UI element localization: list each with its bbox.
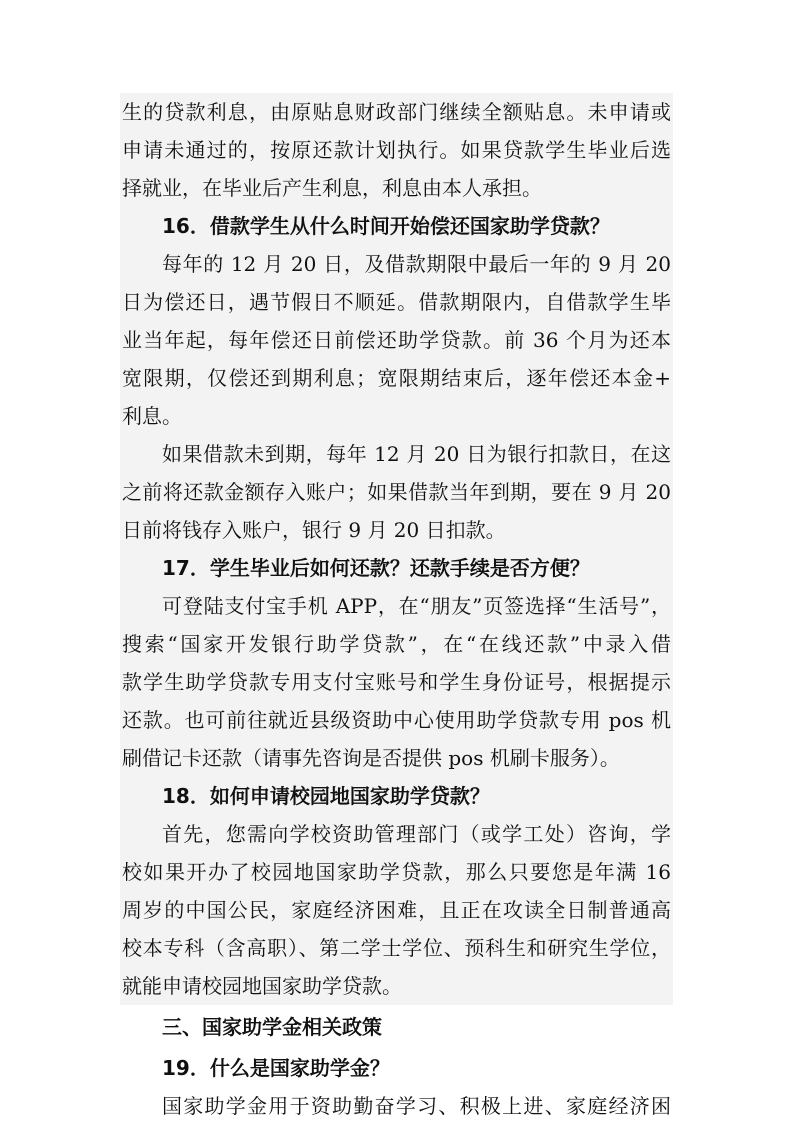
question-17-heading: 17．学生毕业后如何还款？还款手续是否方便？ xyxy=(120,549,673,587)
text-line: 宽限期，仅偿还到期利息；宽限期结束后，逐年偿还本金+ xyxy=(120,359,673,397)
text-line: 如果借款未到期，每年 12 月 20 日为银行扣款日，在这 xyxy=(120,435,673,473)
question-16-heading: 16．借款学生从什么时间开始偿还国家助学贷款？ xyxy=(120,207,673,245)
text-line: 刷借记卡还款（请事先咨询是否提供 pos 机刷卡服务）。 xyxy=(120,739,673,777)
text-line: 校如果开办了校园地国家助学贷款，那么只要您是年满 16 xyxy=(120,853,673,891)
text-line: 日前将钱存入账户，银行 9 月 20 日扣款。 xyxy=(120,511,673,549)
text-line: 可登陆支付宝手机 APP，在“朋友”页签选择“生活号”， xyxy=(120,587,673,625)
text-line: 周岁的中国公民，家庭经济困难，且正在攻读全日制普通高 xyxy=(120,891,673,929)
text-line: 申请未通过的，按原还款计划执行。如果贷款学生毕业后选 xyxy=(120,131,673,169)
text-line: 国家助学金用于资助勤奋学习、积极上进、家庭经济困 xyxy=(162,1094,671,1118)
question-18-heading: 18．如何申请校园地国家助学贷款？ xyxy=(120,777,673,815)
text-line: 利息。 xyxy=(120,397,673,435)
text-line: 生的贷款利息，由原贴息财政部门继续全额贴息。未申请或 xyxy=(120,93,673,131)
text-line: 之前将还款金额存入账户；如果借款当年到期，要在 9 月 20 xyxy=(120,473,673,511)
text-line: 校本专科（含高职）、第二学士学位、预科生和研究生学位， xyxy=(120,929,673,967)
text-line: 择就业，在毕业后产生利息，利息由本人承担。 xyxy=(120,169,673,207)
text-line: 就能申请校园地国家助学贷款。 xyxy=(120,967,673,1005)
question-19-heading: 19．什么是国家助学金？ xyxy=(162,1056,390,1080)
text-line: 款学生助学贷款专用支付宝账号和学生身份证号，根据提示 xyxy=(120,663,673,701)
text-line: 首先，您需向学校资助管理部门（或学工处）咨询，学 xyxy=(120,815,673,853)
text-line: 业当年起，每年偿还日前偿还助学贷款。前 36 个月为还本 xyxy=(120,321,673,359)
text-line: 每年的 12 月 20 日，及借款期限中最后一年的 9 月 20 xyxy=(120,245,673,283)
section-3-heading: 三、国家助学金相关政策 xyxy=(162,1015,382,1039)
text-line: 还款。也可前往就近县级资助中心使用助学贷款专用 pos 机 xyxy=(120,701,673,739)
text-line: 日为偿还日，遇节假日不顺延。借款期限内，自借款学生毕 xyxy=(120,283,673,321)
text-line: 搜索“国家开发银行助学贷款”，在“在线还款”中录入借 xyxy=(120,625,673,663)
document-body xyxy=(120,93,673,1125)
